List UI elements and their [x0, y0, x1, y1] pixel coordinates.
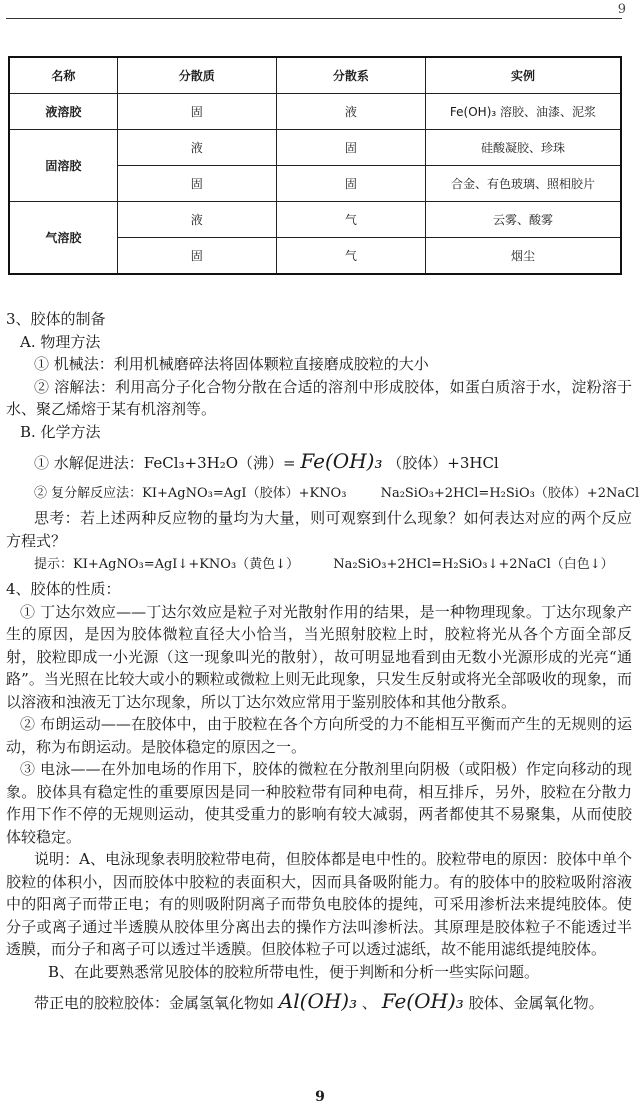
table-cell: 硅酸凝胶、珍珠: [425, 130, 621, 166]
equation-text: 带正电的胶粒胶体：金属氢氧化物如: [34, 994, 275, 1012]
math-formula: Fe(OH)₃: [300, 449, 383, 473]
paragraph: ② 布朗运动——在胶体中，由于胶粒在各个方向所受的力不能相互平衡而产生的无规则的运动，称为布朗运动。是胶体稳定的原因之一。: [6, 715, 632, 756]
table-cell: Fe(OH)₃ 溶胶、油漆、泥浆: [425, 94, 621, 130]
subsection-heading: A. 物理方法: [20, 332, 101, 351]
table-header-cell: 分散质: [117, 57, 276, 94]
table-cell: 烟尘: [425, 238, 621, 275]
equation-line: [6, 443, 632, 481]
table-row: [9, 202, 621, 238]
table-row: [9, 94, 621, 130]
equation-text: （胶体）+3HCl: [387, 454, 499, 472]
paragraph: ① 丁达尔效应——丁达尔效应是粒子对光散射作用的结果，是一种物理现象。丁达尔现象产生的原因，是因为胶体微粒直径大小恰当，当光照射胶粒上时，胶粒将光从各个方面全部反射，胶粒即成一小光源（这一现象叫光的散射），故可明显地看到由无数小光源形成的光亮“通路”。当光照在比较大或小的颗粒或微粒上则无此现象，只发生反射或将光全部吸收的现象，而以溶液和浊液无丁达尔现象，所以丁达尔效应常用于鉴别胶体和其他分散系。: [6, 602, 632, 711]
equation-text: 提示：KI+AgNO₃=AgI↓+KNO₃（黄色↓）: [34, 557, 300, 572]
table-cell: 合金、有色玻璃、照相胶片: [425, 166, 621, 202]
table-header-cell: 名称: [9, 57, 117, 94]
table-cell: 液: [117, 130, 276, 166]
table-header-cell: 分散系: [276, 57, 425, 94]
table-cell: 云雾、酸雾: [425, 202, 621, 238]
paragraph: 说明：A、电泳现象表明胶粒带电荷，但胶体都是电中性的。胶粒带电的原因：胶体中单个胶粒的体积小，因而胶体中胶粒的表面积大，因而具备吸附能力。有的胶体中的胶粒吸附溶液中的阳离子而带正电；有的则吸附阴离子而带负电胶体的提纯，可采用渗析法来提纯胶体。使分子或离子通过半透膜从胶体里分离出去的操作方法叫渗析法。其原理是胶体粒子不能透过半透膜，而分子和离子可以透过半透膜。但胶体粒子可以透过滤纸，故不能用滤纸提纯胶体。: [6, 850, 632, 958]
table-cell: 气: [276, 238, 425, 275]
table-cell: 气: [276, 202, 425, 238]
equation-line: [6, 552, 632, 578]
table-group-name: 固溶胶: [9, 130, 117, 202]
subsection-heading: B. 化学方法: [20, 422, 101, 441]
table-header-cell: 实例: [425, 57, 621, 94]
table-group-name: 气溶胶: [9, 202, 117, 275]
table-cell: 液: [276, 94, 425, 130]
equation-text: 胶体、金属氧化物。: [468, 994, 604, 1012]
section-heading: 4、胶体的性质：: [6, 580, 121, 598]
paragraph: ① 机械法：利用机械磨碎法将固体颗粒直接磨成胶粒的大小: [34, 355, 429, 373]
section-heading: 3、胶体的制备: [6, 310, 106, 328]
equation-text: Na₂SiO₃+2HCl=H₂SiO₃↓+2NaCl（白色↓）: [333, 557, 614, 572]
math-formula: Al(OH)₃: [278, 989, 358, 1013]
body-text: [6, 308, 640, 1021]
table-cell: 液: [117, 202, 276, 238]
table-cell: 固: [117, 238, 276, 275]
header-rule: [6, 18, 622, 19]
equation-text: ① 水解促进法：FeCl₃+3H₂O（沸）=: [34, 454, 296, 472]
equation-line: [6, 481, 640, 507]
table-group-name: 液溶胶: [9, 94, 117, 130]
table-cell: 固: [117, 94, 276, 130]
math-formula: Fe(OH)₃: [381, 989, 464, 1013]
page-number-bottom: 9: [315, 1089, 325, 1105]
paragraph: ③ 电泳——在外加电场的作用下，胶体的微粒在分散剂里向阴极（或阳极）作定向移动的现象。胶体具有稳定性的重要原因是同一种胶粒带有同种电荷，相互排斥，另外，胶粒在分散力作用下作不停的无规则运动，使其受重力的影响有较大减弱，两者都使其不易聚集，从而使胶体较稳定。: [6, 760, 632, 846]
table-cell: 固: [276, 166, 425, 202]
table-cell: 固: [276, 130, 425, 166]
page-number-top: 9: [617, 2, 626, 17]
equation-text: Na₂SiO₃+2HCl=H₂SiO₃（胶体）+2NaCl: [380, 486, 640, 501]
paragraph: B、在此要熟悉常见胶体的胶粒所带电性，便于判断和分析一些实际问题。: [48, 962, 540, 981]
equation-text: 、: [361, 994, 377, 1012]
table-header-row: [9, 57, 621, 94]
table-row: [9, 130, 621, 166]
paragraph: 思考：若上述两种反应物的量均为大量，则可观察到什么现象？如何表达对应的两个反应方程式？: [6, 509, 632, 550]
table-cell: 固: [117, 166, 276, 202]
dispersion-table: [8, 56, 622, 275]
paragraph: ② 溶解法：利用高分子化合物分散在合适的溶剂中形成胶体，如蛋白质溶于水，淀粉溶于水、聚乙烯熔于某有机溶剂等。: [6, 377, 632, 418]
equation-line: [6, 983, 632, 1021]
equation-text: ② 复分解反应法：KI+AgNO₃=AgI（胶体）+KNO₃: [34, 486, 347, 501]
